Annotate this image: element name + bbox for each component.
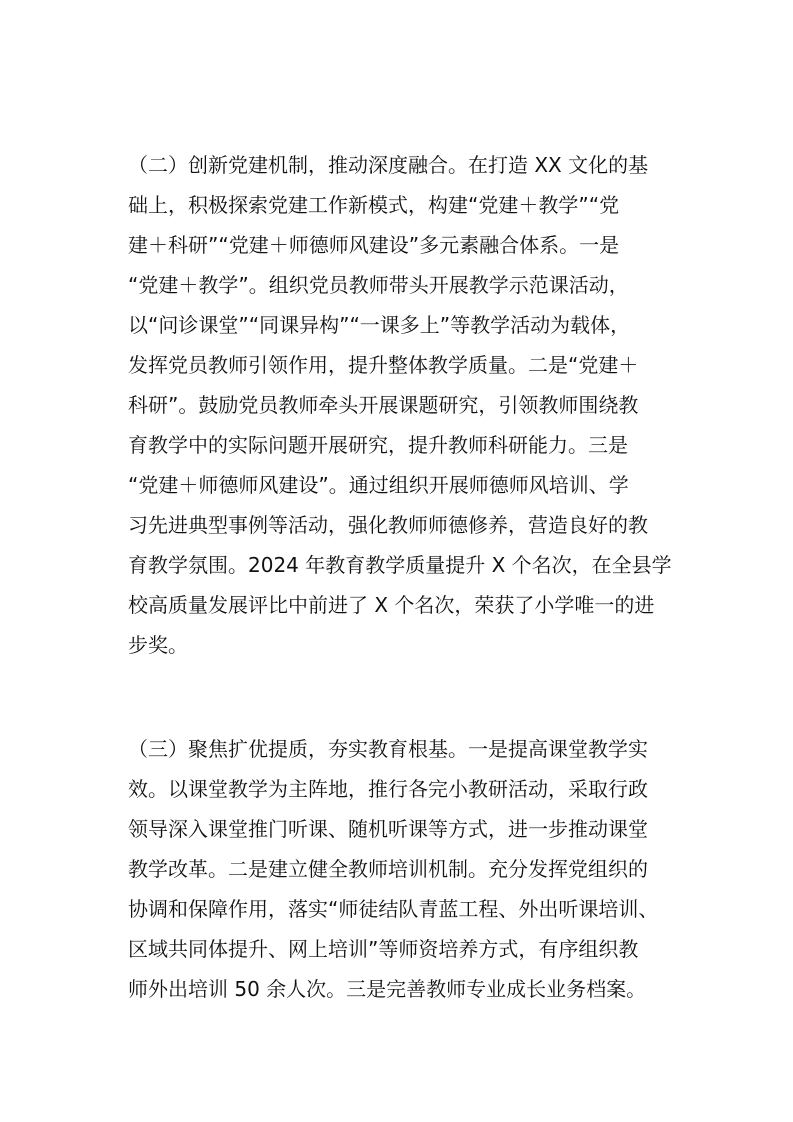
paragraph-line: 建＋科研”“党建＋师德师风建设”多元素融合体系。一是 [128, 233, 620, 257]
paragraph-line: 区域共同体提升、网上培训”等师资培养方式，有序组织教 [128, 937, 639, 961]
paragraph-line: 教学改革。二是建立健全教师培训机制。充分发挥党组织的 [128, 857, 648, 881]
paragraph-line: 效。以课堂教学为主阵地，推行各完小教研活动，采取行政 [128, 777, 648, 801]
paragraph-line: （三）聚焦扩优提质，夯实教育根基。一是提高课堂教学实 [128, 737, 648, 761]
paragraph-line: 习先进典型事例等活动，强化教师师德修养，营造良好的教 [128, 513, 648, 537]
paragraph-line: （二）创新党建机制，推动深度融合。在打造 XX 文化的基 [128, 153, 649, 177]
paragraph-line: “党建＋教学”。组织党员教师带头开展教学示范课活动， [128, 273, 629, 297]
paragraph-line: 科研”。鼓励党员教师牵头开展课题研究，引领教师围绕教 [128, 393, 639, 417]
paragraph-line: 础上，积极探索党建工作新模式，构建“党建＋教学”“党 [128, 193, 620, 217]
paragraph-line: 师外出培训 50 余人次。三是完善教师专业成长业务档案。 [128, 977, 647, 1001]
paragraph-education-quality [128, 729, 688, 1009]
paragraph-line: 以“问诊课堂”“同课异构”“一课多上”等教学活动为载体， [128, 313, 631, 337]
paragraph-line: 校高质量发展评比中前进了 X 个名次，荣获了小学唯一的进 [128, 593, 655, 617]
paragraph-line: 步奖。 [128, 633, 188, 657]
paragraph-line: 发挥党员教师引领作用，提升整体教学质量。二是“党建＋ [128, 353, 639, 377]
paragraph-line: 领导深入课堂推门听课、随机听课等方式，进一步推动课堂 [128, 817, 648, 841]
paragraph-line: 育教学中的实际问题开展研究，提升教师科研能力。三是 [128, 433, 628, 457]
paragraph-line: “党建＋师德师风建设”。通过组织开展师德师风培训、学 [128, 473, 629, 497]
paragraph-party-building-mechanism [128, 145, 688, 665]
paragraph-line: 协调和保障作用，落实“师徒结队青蓝工程、外出听课培训、 [128, 897, 659, 921]
paragraph-line: 育教学氛围。2024 年教育教学质量提升 X 个名次，在全县学 [128, 553, 672, 577]
